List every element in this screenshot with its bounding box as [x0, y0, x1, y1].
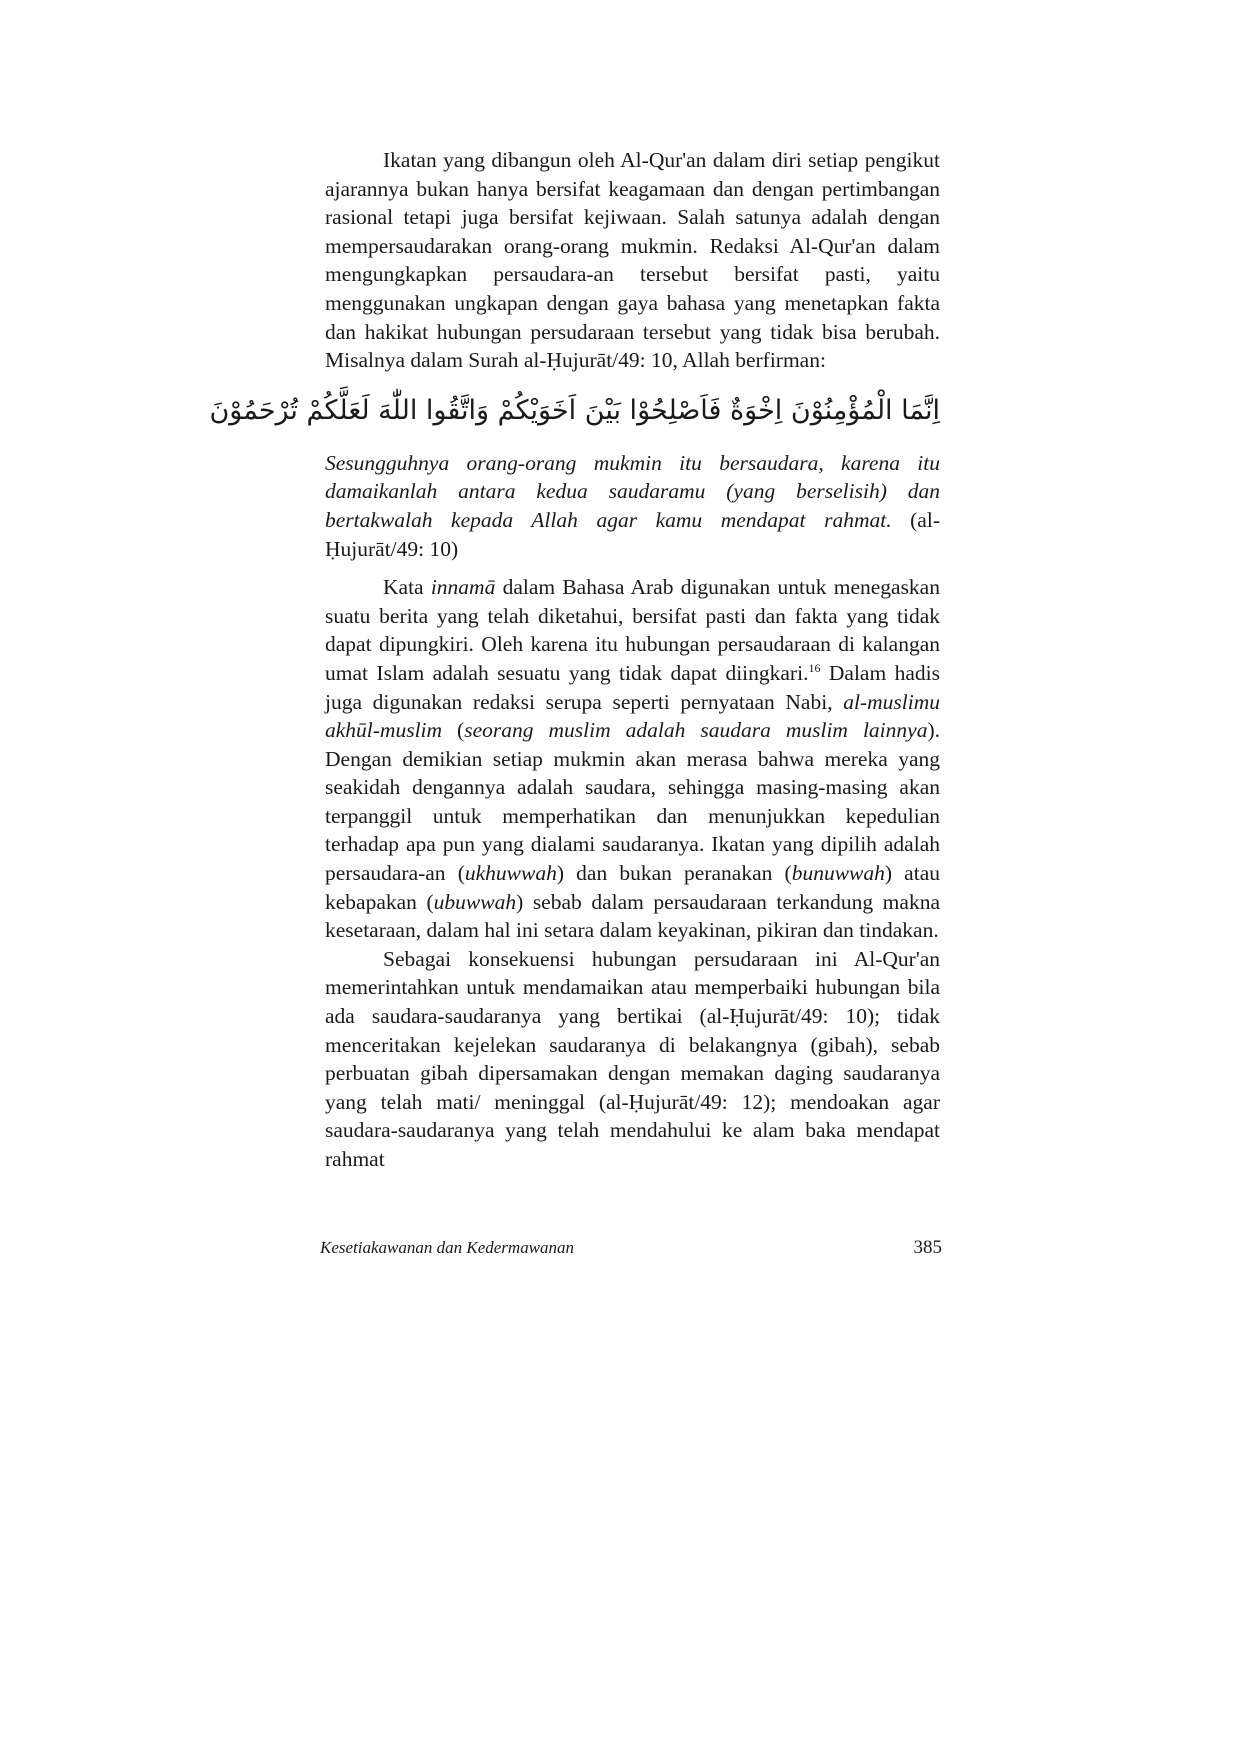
- text-run: dalam Bahasa Arab digunakan untuk menegaskan suatu berita yang telah diketahui, bersifat pasti dan fakta yang tidak dapat dipungkiri. Oleh karena itu hubungan persaudaraan di kalangan umat Islam adalah sesuatu yang tidak dapat diingkari.: [325, 575, 940, 685]
- term-ubuwwah: ubuwwah: [433, 889, 517, 914]
- text-run: (: [442, 718, 465, 743]
- page-body: [209, 146, 940, 1174]
- translation-reference: (al-Ḥujurāt/49: 10): [325, 507, 940, 561]
- text-run: Dalam hadis juga digunakan redaksi serupa seperti pernyataan Nabi,: [325, 660, 940, 714]
- verse-translation: [325, 449, 940, 563]
- term-innama: innamā: [430, 575, 496, 600]
- term-ukhuwwah: ukhuwwah: [464, 861, 557, 886]
- text-run: ) atau kebapakan (: [325, 861, 940, 914]
- page-footer: [320, 1237, 942, 1259]
- term-hadith-meaning: seorang muslim adalah saudara muslim lainnya: [464, 718, 928, 743]
- footnote-marker: 16: [808, 660, 821, 675]
- term-bunuwwah: bunuwwah: [791, 861, 885, 886]
- translation-text: Sesungguhnya orang-orang mukmin itu bersaudara, karena itu damaikanlah antara kedua saudaramu (yang berselisih) dan bertakwalah kepada Allah agar kamu mendapat rahmat.: [325, 450, 940, 532]
- page-number: 385: [913, 1237, 942, 1258]
- text-run: ). Dengan demikian setiap mukmin akan merasa bahwa mereka yang seakidah dengannya adalah saudara, sehingga masing-masing akan terpanggil untuk memperhatikan dan menunjukkan kepedulian terhadap apa pun yang dialami saudaranya. Ikatan yang dipilih adalah persaudara-an (: [325, 718, 940, 886]
- text-run: ) sebab dalam persaudaraan terkandung makna kesetaraan, dalam hal ini setara dalam keyakinan, pikiran dan tindakan.: [325, 889, 940, 943]
- footer-title: Kesetiakawanan dan Kedermawanan: [320, 1238, 575, 1257]
- paragraph-consequence: Sebagai konsekuensi hubungan persudaraan ini Al-Qur'an memerintahkan untuk mendamaikan atau memperbaiki hubungan bila ada saudara-saudaranya yang bertikai (al-Ḥujurāt/49: 10); tidak menceritakan kejelekan saudaranya di belakangnya (gibah), sebab perbuatan gibah dipersamakan dengan memakan daging saudaranya yang telah mati/ meninggal (al-Ḥujurāt/49: 12); mendoakan agar saudara-saudaranya yang telah mendahului ke alam baka mendapat rahmat: [325, 946, 940, 1171]
- quran-verse-arabic: اِنَّمَا الْمُؤْمِنُوْنَ اِخْوَةٌ فَاَصْلِحُوْا بَيْنَ اَخَوَيْكُمْ وَاتَّقُوا اللّٰهَ لَعَلَّكُمْ تُرْحَمُوْنَ: [209, 394, 940, 426]
- text-run: Kata: [383, 575, 431, 600]
- paragraph-intro: Ikatan yang dibangun oleh Al-Qur'an dalam diri setiap pengikut ajarannya bukan hanya bersifat keagamaan dan dengan pertimbangan rasional tetapi juga bersifat kejiwaan. Salah satunya adalah dengan mempersaudarakan orang-orang mukmin. Redaksi Al-Qur'an dalam mengungkapkan persaudara-an tersebut bersifat pasti, yaitu menggunakan ungkapan dengan gaya bahasa yang menetapkan fakta dan hakikat hubungan persudaraan tersebut yang tidak bisa berubah. Misalnya dalam Surah al-Ḥujurāt/49: 10, Allah berfirman:: [325, 148, 940, 373]
- text-run: ) dan bukan peranakan (: [556, 861, 792, 886]
- term-hadith: al-muslimu akhūl-muslim: [325, 689, 940, 743]
- paragraph-innama: [325, 573, 940, 945]
